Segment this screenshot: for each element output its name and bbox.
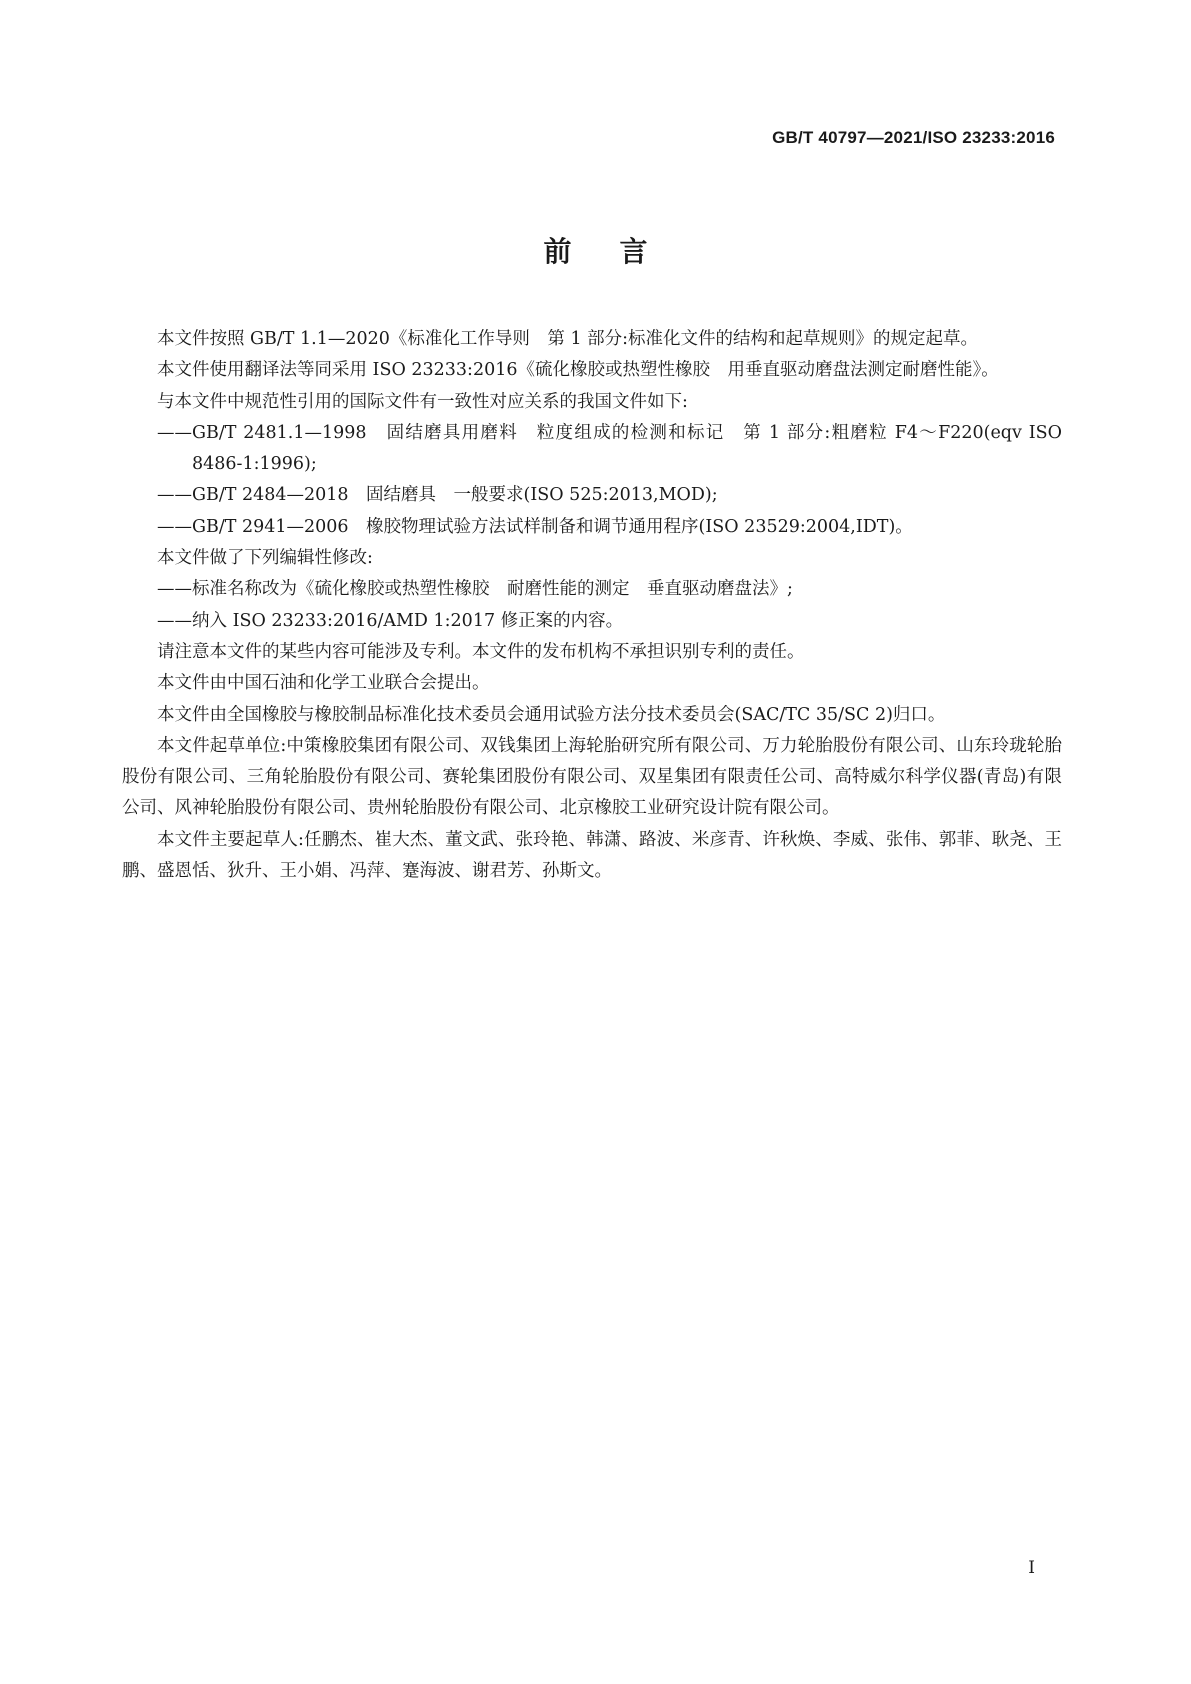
list-item-editorial-change: ——标准名称改为《硫化橡胶或热塑性橡胶 耐磨性能的测定 垂直驱动磨盘法》; bbox=[157, 579, 793, 600]
paragraph-normative-references-intro: 与本文件中规范性引用的国际文件有一致性对应关系的我国文件如下: bbox=[157, 391, 688, 412]
paragraph-proposer: 本文件由中国石油和化学工业联合会提出。 bbox=[157, 673, 490, 694]
page-number: I bbox=[1028, 1558, 1035, 1578]
list-item-reference: ——GB/T 2484—2018 固结磨具 一般要求(ISO 525:2013,MOD); bbox=[157, 485, 718, 506]
paragraph-adoption: 本文件使用翻译法等同采用 ISO 23233:2016《硫化橡胶或热塑性橡胶 用垂直驱动磨盘法测定耐磨性能》。 bbox=[157, 360, 999, 381]
list-item-editorial-change: ——纳入 ISO 23233:2016/AMD 1:2017 修正案的内容。 bbox=[157, 610, 624, 631]
list-item-reference: ——GB/T 2481.1—1998 固结磨具用磨料 粒度组成的检测和标记 第 1 部分:粗磨粒 F4～F220(eqv ISO 8486-1:1996); bbox=[157, 422, 1062, 475]
list-item-reference: ——GB/T 2941—2006 橡胶物理试验方法试样制备和调节通用程序(ISO 23529:2004,IDT)。 bbox=[157, 516, 913, 537]
foreword-body bbox=[122, 324, 1062, 887]
paragraph-editorial-changes-intro: 本文件做了下列编辑性修改: bbox=[157, 548, 373, 569]
paragraph-patent-notice: 请注意本文件的某些内容可能涉及专利。本文件的发布机构不承担识别专利的责任。 bbox=[157, 641, 805, 662]
paragraph-drafters: 本文件主要起草人:任鹏杰、崔大杰、董文武、张玲艳、韩潇、路波、米彦青、许秋焕、李威、张伟、郭菲、耿尧、王鹏、盛恩恬、狄升、王小娟、冯萍、蹇海波、谢君芳、孙斯文。 bbox=[122, 829, 1062, 882]
standard-number-header: GB/T 40797—2021/ISO 23233:2016 bbox=[772, 128, 1055, 147]
paragraph-responsible-committee: 本文件由全国橡胶与橡胶制品标准化技术委员会通用试验方法分技术委员会(SAC/TC 35/SC 2)归口。 bbox=[157, 704, 946, 725]
paragraph-drafting-rules: 本文件按照 GB/T 1.1—2020《标准化工作导则 第 1 部分:标准化文件的结构和起草规则》的规定起草。 bbox=[157, 329, 979, 349]
paragraph-drafting-organizations: 本文件起草单位:中策橡胶集团有限公司、双钱集团上海轮胎研究所有限公司、万力轮胎股份有限公司、山东玲珑轮胎股份有限公司、三角轮胎股份有限公司、赛轮集团股份有限公司、双星集团有限责任公司、高特威尔科学仪器(青岛)有限公司、风神轮胎股份有限公司、贵州轮胎股份有限公司、北京橡胶工业研究设计院有限公司。 bbox=[122, 735, 1062, 819]
page-title: 前言 bbox=[543, 235, 696, 268]
